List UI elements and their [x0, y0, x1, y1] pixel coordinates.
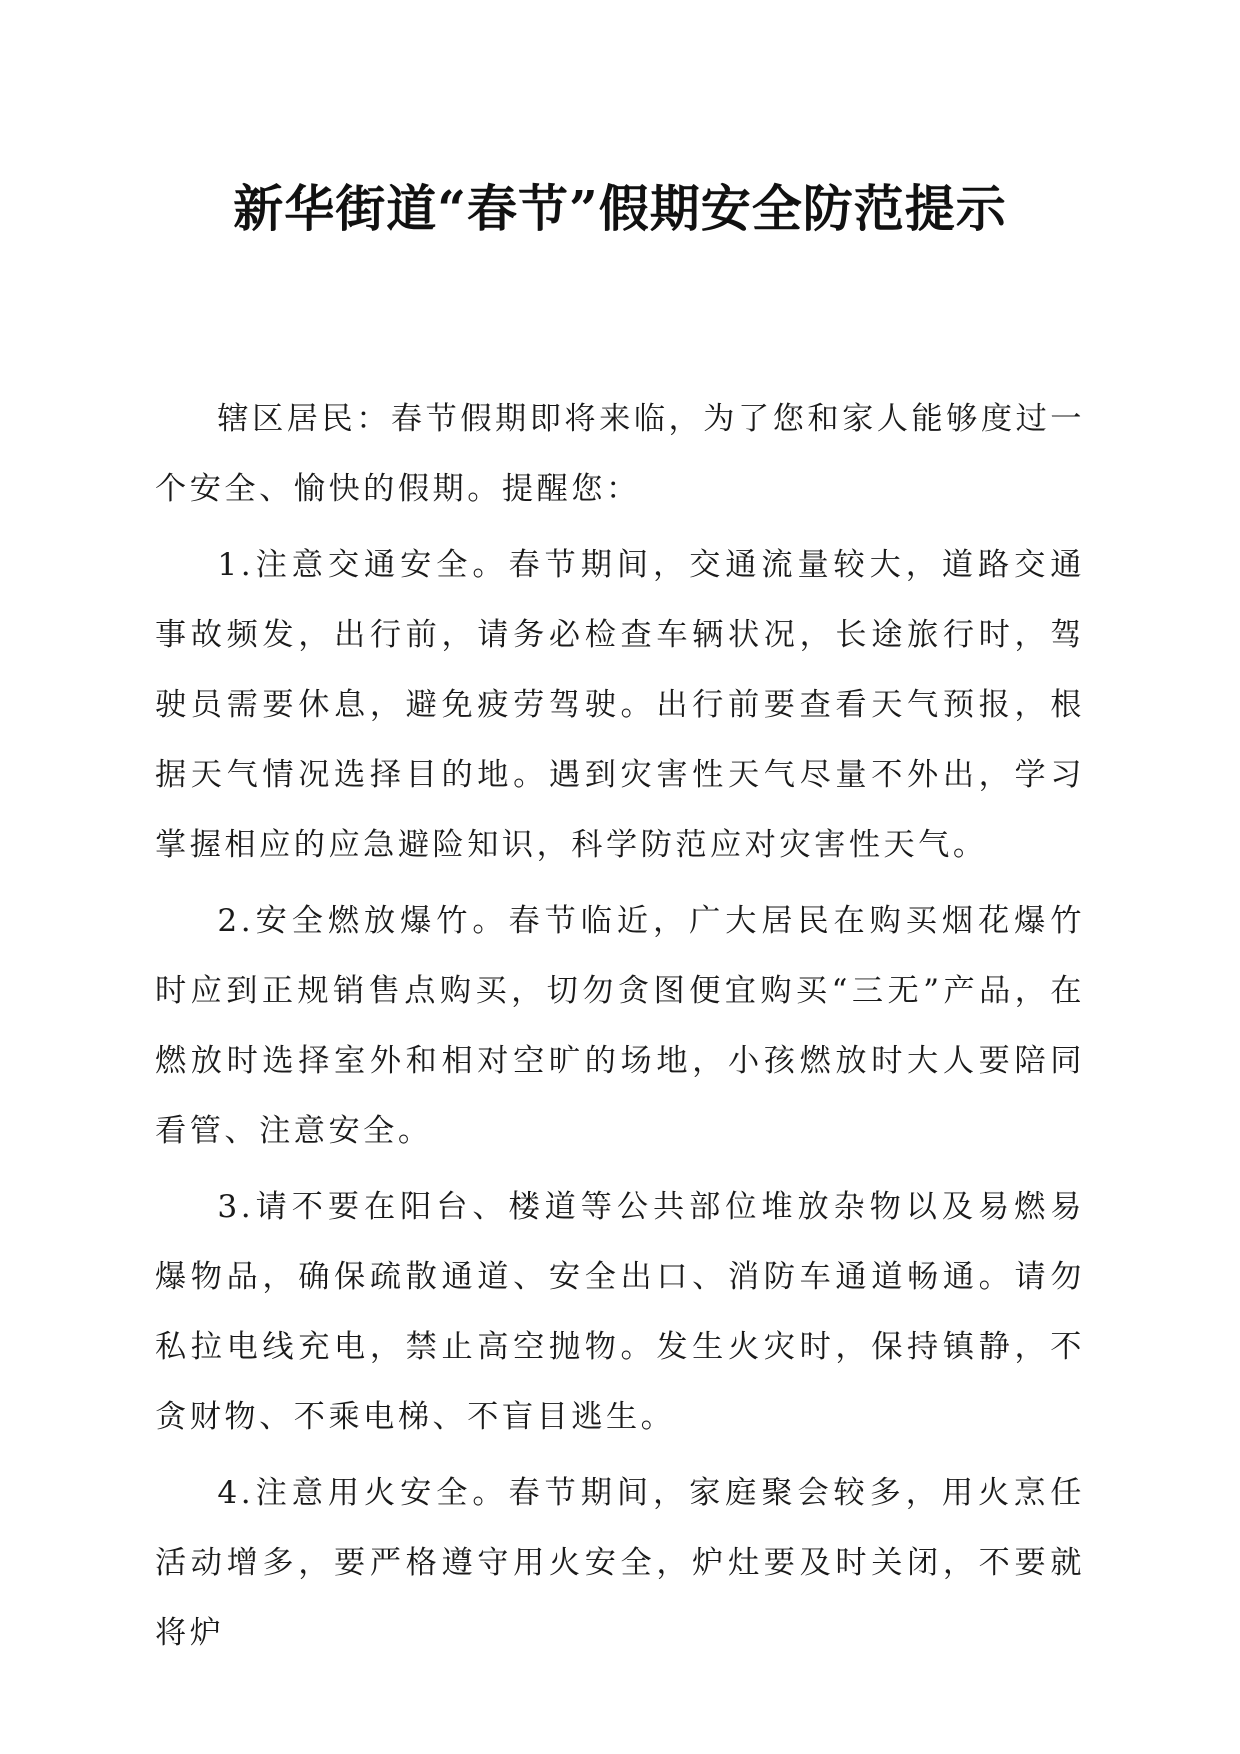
paragraph-traffic-safety: 1.注意交通安全。春节期间，交通流量较大，道路交通事故频发，出行前，请务必检查车辆状况，长途旅行时，驾驶员需要休息，避免疲劳驾驶。出行前要查看天气预报，根据天气情况选择目的地。遇到灾害性天气尽量不外出，学习掌握相应的应急避险知识，科学防范应对灾害性天气。 [155, 547, 1085, 863]
paragraph-greeting: 辖区居民：春节假期即将来临，为了您和家人能够度过一个安全、愉快的假期。提醒您： [155, 401, 1085, 507]
paragraph-fire-exits: 3.请不要在阳台、楼道等公共部位堆放杂物以及易燃易爆物品，确保疏散通道、安全出口、消防车通道畅通。请勿私拉电线充电，禁止高空抛物。发生火灾时，保持镇静，不贪财物、不乘电梯、不盲目逃生。 [155, 1189, 1085, 1435]
paragraph-fireworks-safety: 2.安全燃放爆竹。春节临近，广大居民在购买烟花爆竹时应到正规销售点购买，切勿贪图便宜购买“三无”产品，在燃放时选择室外和相对空旷的场地，小孩燃放时大人要陪同看管、注意安全。 [155, 903, 1085, 1149]
document-title: 新华街道“春节”假期安全防范提示 [233, 179, 1007, 238]
paragraph-fire-use-safety: 4.注意用火安全。春节期间，家庭聚会较多，用火烹任活动增多，要严格遵守用火安全，炉灶要及时关闭，不要就将炉 [155, 1475, 1085, 1651]
document-body [155, 384, 1085, 1674]
